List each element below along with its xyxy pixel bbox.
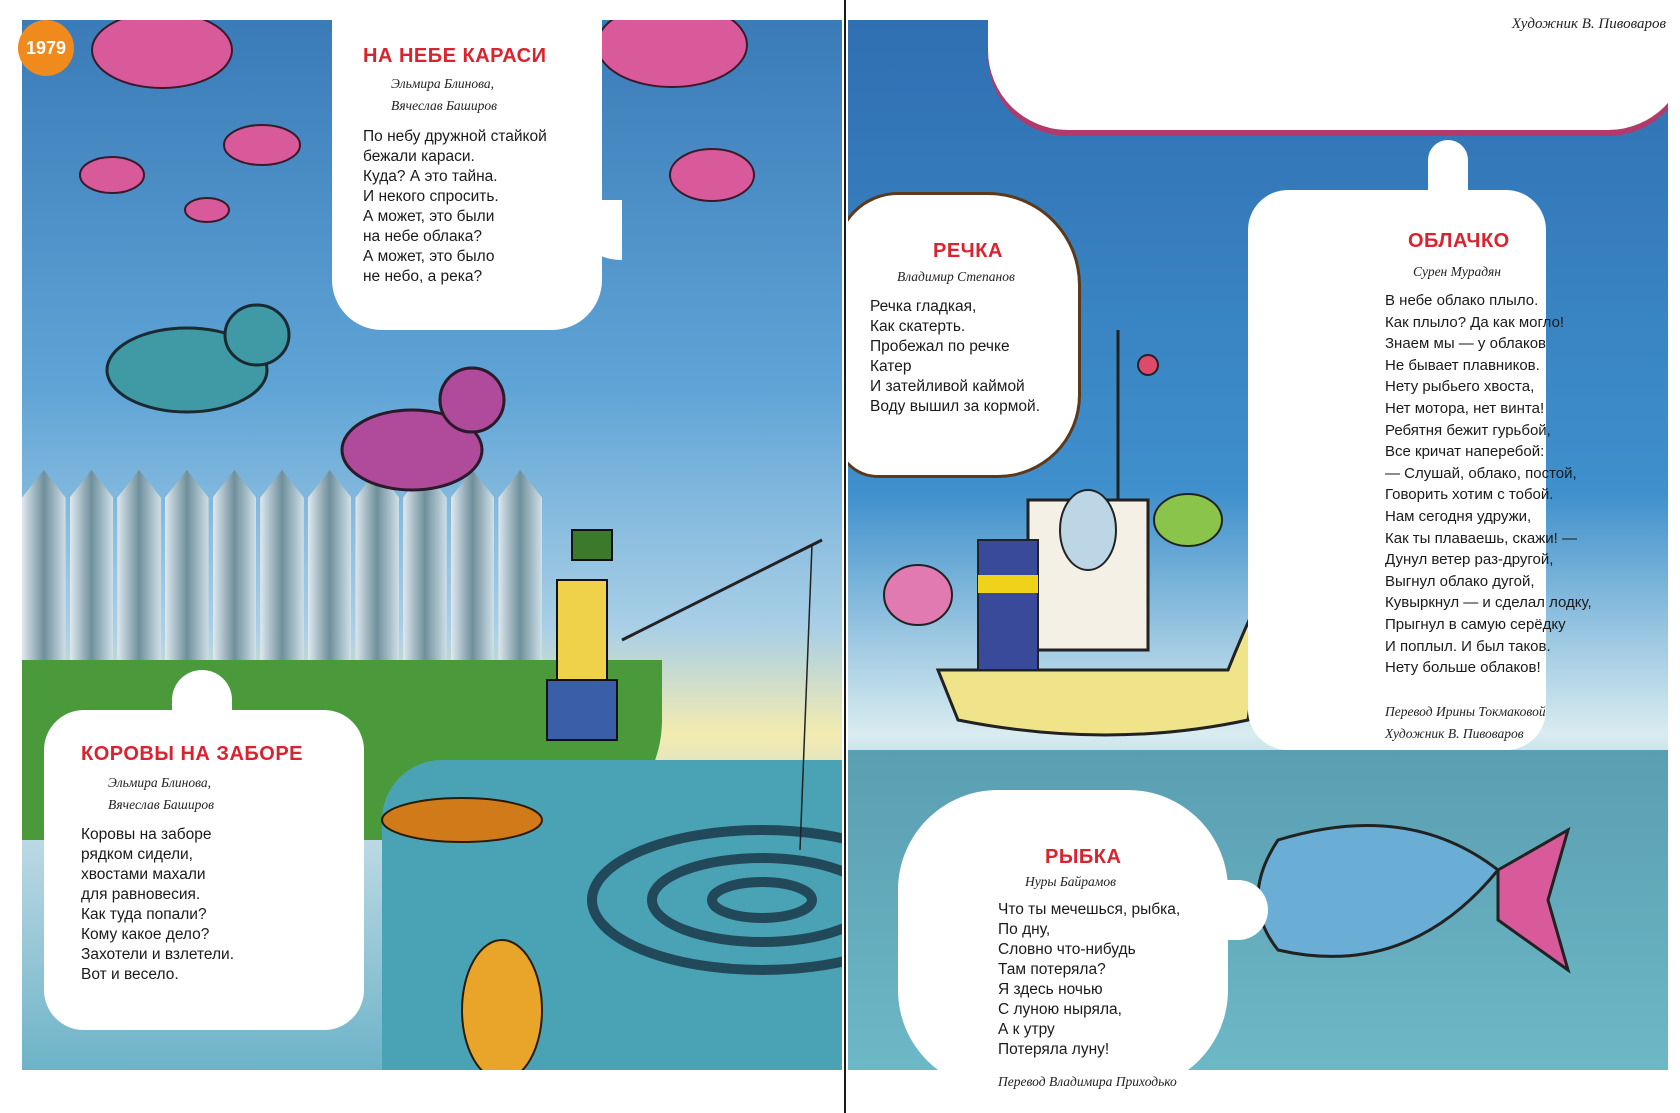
fish-illustration (1258, 825, 1498, 956)
fish-illustration (597, 20, 747, 87)
fish-illustration (670, 149, 754, 201)
poem-title: РЫБКА (1045, 846, 1122, 868)
hare-illustration (1060, 490, 1116, 570)
frog-illustration (1154, 494, 1222, 546)
poem-author: Нуры Байрамов (1025, 874, 1117, 889)
poem-text: Речка гладкая, Как скатерть. Пробежал по речке Катер И затейливой каймой Воду вышил за кормой. (870, 298, 1041, 415)
year-badge: 1979 (18, 20, 74, 76)
translator-credit: Перевод Владимира Приходько (998, 1074, 1177, 1089)
poem-title: ОБЛАЧКО (1408, 230, 1510, 252)
artist-credit-header: Художник В. Пивоваров (1511, 16, 1666, 32)
poem-title: НА НЕБЕ КАРАСИ (363, 45, 547, 67)
page-gutter (844, 0, 846, 1113)
poem-text: Коровы на заборе рядком сидели, хвостами махали для равновесия. Как туда попали? Кому какое дело? Захотели и взлетели. Вот и весело. (81, 826, 235, 983)
poem-text: В небе облако плыло. Как плыло? Да как могло! Знаем мы — у облаков Не бывает плавников. Нету рыбьего хвоста, Нет мотора, нет винта! Ребятня бежит гурьбой, Все кричат наперебой: — Слушай, облако, постой, Говорить хотим с тобой. Нам сегодня удружи, Как ты плаваешь, скажи! — Дунул ветер раз-другой, Выгнул облако дугой, Кувыркнул — и сделал лодку, Прыгнул в самую серёдку И поплыл. И был таков. Нету больше облаков! (1385, 292, 1592, 677)
poem-author: Эльмира Блинова, (391, 76, 494, 91)
poem-author: Вячеслав Баширов (108, 797, 214, 812)
translator-credit: Перевод Ирины Токмаковой (1385, 704, 1546, 719)
poem-text: По небу дружной стайкой бежали караси. Куда? А это тайна. И некого спросить. А может, это были на небе облака? А может, это было не небо, а река? (363, 128, 547, 285)
cat-illustration (462, 940, 542, 1070)
fish-illustration (224, 125, 300, 165)
poem-title: КОРОВЫ НА ЗАБОРЕ (81, 743, 304, 765)
poem-text: Что ты мечешься, рыбка, По дну, Словно что-нибудь Там потеряла? Я здесь ночью С луною ныряла, А к утру Потеряла луну! (998, 901, 1181, 1058)
poem-author: Эльмира Блинова, (108, 775, 211, 790)
poem-author: Владимир Степанов (897, 269, 1015, 284)
pig-illustration (884, 565, 952, 625)
fish-illustration (185, 198, 229, 222)
artist-credit: Художник В. Пивоваров (1385, 726, 1524, 741)
poem-author: Сурен Мурадян (1413, 264, 1501, 279)
fish-illustration (80, 157, 144, 193)
fish-illustration (92, 20, 232, 88)
poem-title: РЕЧКА (933, 240, 1003, 262)
dog-illustration (382, 798, 542, 842)
fisherman-illustration (572, 530, 612, 560)
poem-author: Вячеслав Баширов (391, 98, 497, 113)
